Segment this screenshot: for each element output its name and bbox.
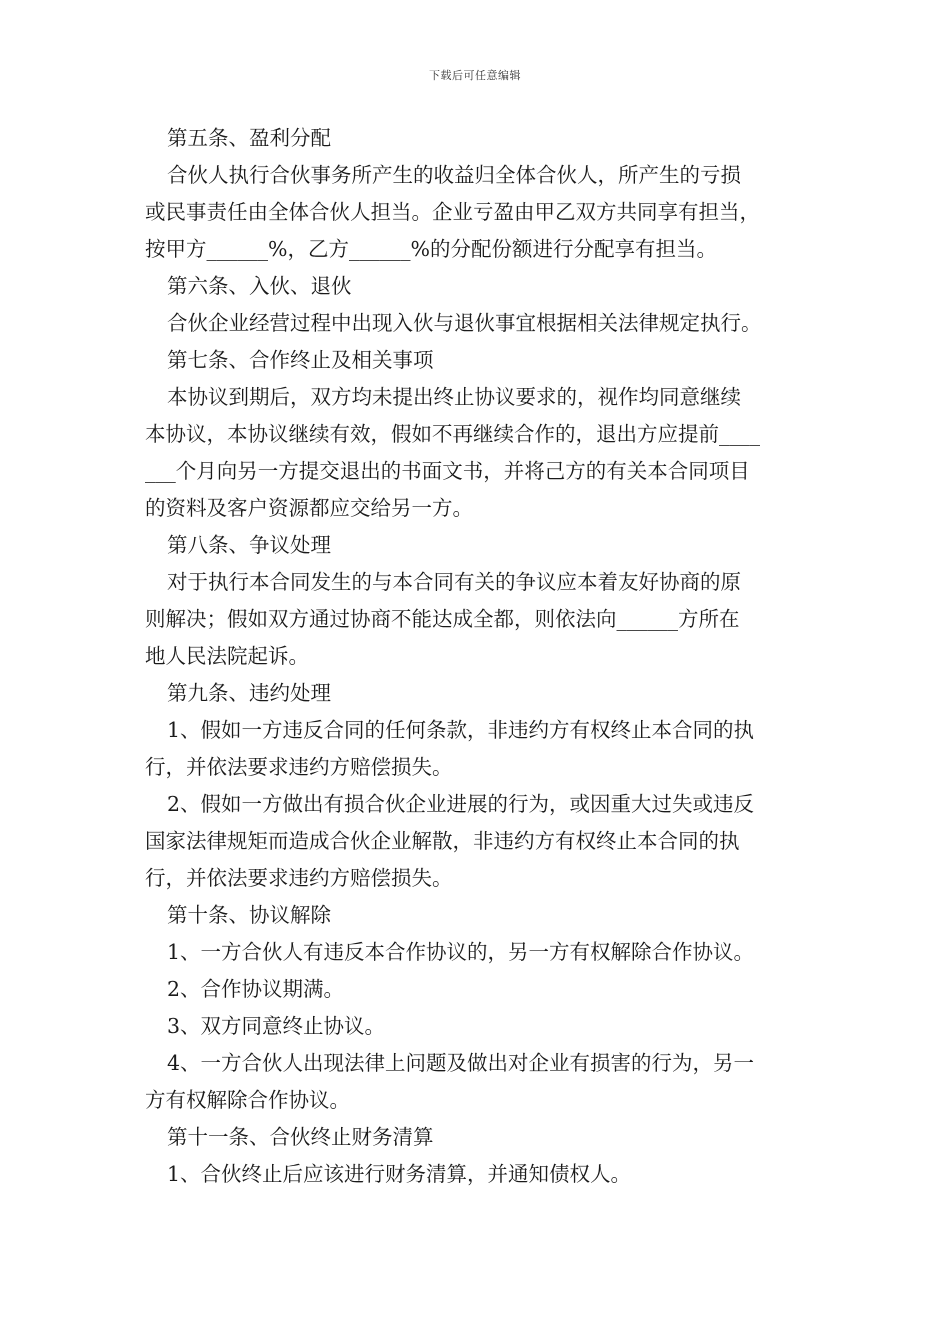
text-line: 则解决；假如双方通过协商不能达成全都，则依法向______方所在 xyxy=(145,607,740,631)
text-line: 2、假如一方做出有损合伙企业进展的行为，或因重大过失或违反 xyxy=(167,792,755,816)
text-line: 国家法律规矩而造成合伙企业解散，非违约方有权终止本合同的执 xyxy=(145,829,740,853)
text-line: 第八条、争议处理 xyxy=(167,533,331,557)
text-line: 合伙人执行合伙事务所产生的收益归全体合伙人，所产生的亏损 xyxy=(167,163,741,187)
text-line: 对于执行本合同发生的与本合同有关的争议应本着友好协商的原 xyxy=(167,570,741,594)
text-line: 3、双方同意终止协议。 xyxy=(167,1014,386,1038)
text-line: 本协议，本协议继续有效，假如不再继续合作的，退出方应提前____ xyxy=(145,422,760,446)
text-line: 本协议到期后，双方均未提出终止协议要求的，视作均同意继续 xyxy=(167,385,741,409)
text-line: 方有权解除合作协议。 xyxy=(145,1088,350,1112)
text-line: 合伙企业经营过程中出现入伙与退伙事宜根据相关法律规定执行。 xyxy=(167,311,762,335)
text-line: 2、合作协议期满。 xyxy=(167,977,345,1001)
text-line: 按甲方______%，乙方______%的分配份额进行分配享有担当。 xyxy=(145,237,717,261)
document-body xyxy=(145,120,813,1193)
text-line: 地人民法院起诉。 xyxy=(145,644,309,668)
text-line: 的资料及客户资源都应交给另一方。 xyxy=(145,496,473,520)
text-line: 第十一条、合伙终止财务清算 xyxy=(167,1125,434,1149)
text-line: 1、假如一方违反合同的任何条款，非违约方有权终止本合同的执 xyxy=(167,718,755,742)
page-header: 下载后可任意编辑 xyxy=(429,69,521,82)
text-line: 1、合伙终止后应该进行财务清算，并通知债权人。 xyxy=(167,1162,632,1186)
text-line: 第七条、合作终止及相关事项 xyxy=(167,348,434,372)
text-line: 1、一方合伙人有违反本合作协议的，另一方有权解除合作协议。 xyxy=(167,940,755,964)
text-line: 行，并依法要求违约方赔偿损失。 xyxy=(145,755,453,779)
text-line: 第九条、违约处理 xyxy=(167,681,331,705)
text-line: 4、一方合伙人出现法律上问题及做出对企业有损害的行为，另一 xyxy=(167,1051,755,1075)
text-line: 第六条、入伙、退伙 xyxy=(167,274,352,298)
text-line: 或民事责任由全体合伙人担当。企业亏盈由甲乙双方共同享有担当， xyxy=(145,200,760,224)
text-line: ___个月向另一方提交退出的书面文书，并将己方的有关本合同项目 xyxy=(145,459,750,483)
text-line: 第五条、盈利分配 xyxy=(167,126,331,150)
text-line: 第十条、协议解除 xyxy=(167,903,331,927)
text-line: 行，并依法要求违约方赔偿损失。 xyxy=(145,866,453,890)
